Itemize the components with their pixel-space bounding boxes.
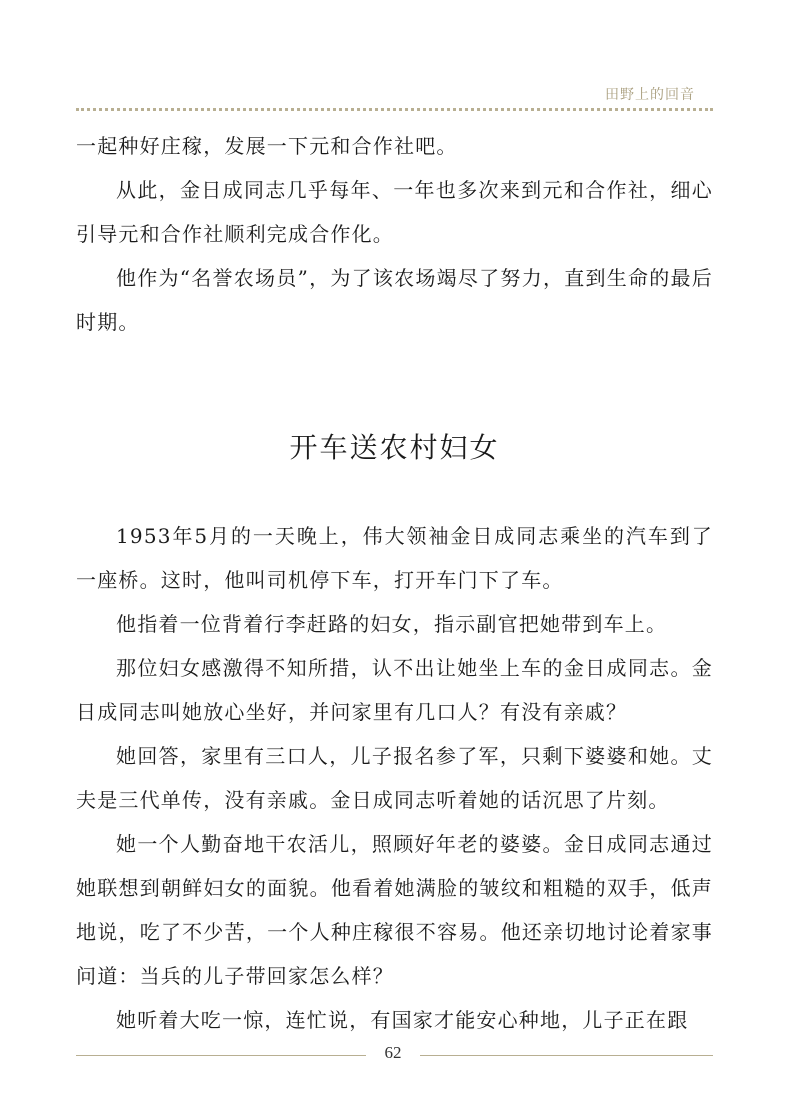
header-dotted-rule	[76, 108, 713, 111]
paragraph: 她听着大吃一惊，连忙说，有国家才能安心种地，儿子正在跟	[116, 1008, 689, 1032]
paragraph: 她一个人勤奋地干农活儿，照顾好年老的婆婆。金日成同志通过她联想到朝鲜妇女的面貌。他看着她满脸的皱纹和粗糙的双手，低声地说，吃了不少苦，一个人种庄稼很不容易。他还亲切地讨论着家事问道：当兵的儿子带回家怎么样？	[76, 832, 713, 988]
running-head: 田野上的回音	[605, 87, 695, 103]
paragraph: 那位妇女感激得不知所措，认不出让她坐上车的金日成同志。金日成同志叫她放心坐好，并问家里有几口人？有没有亲戚？	[76, 656, 713, 724]
paragraph: 她回答，家里有三口人，儿子报名参了军，只剩下婆婆和她。丈夫是三代单传，没有亲戚。金日成同志听着她的话沉思了片刻。	[76, 744, 713, 812]
page-number: 62	[384, 1043, 402, 1062]
paragraph: 从此，金日成同志几乎每年、一年也多次来到元和合作社，细心引导元和合作社顺利完成合作化。	[76, 178, 713, 246]
paragraph: 他指着一位背着行李赶路的妇女，指示副官把她带到车上。	[116, 612, 668, 636]
chapter-text	[76, 514, 713, 1042]
footer-rule-right	[420, 1055, 713, 1056]
footer-rule-left	[76, 1055, 366, 1056]
paragraph: 他作为“名誉农场员”，为了该农场竭尽了努力，直到生命的最后时期。	[76, 266, 713, 334]
chapter-title: 开车送农村妇女	[289, 431, 500, 464]
paragraph: 一起种好庄稼，发展一下元和合作社吧。	[76, 134, 458, 158]
section-continued	[76, 124, 713, 344]
paragraph: 1953年5月的一天晚上，伟大领袖金日成同志乘坐的汽车到了一座桥。这时，他叫司机停下车，打开车门下了车。	[76, 524, 713, 592]
